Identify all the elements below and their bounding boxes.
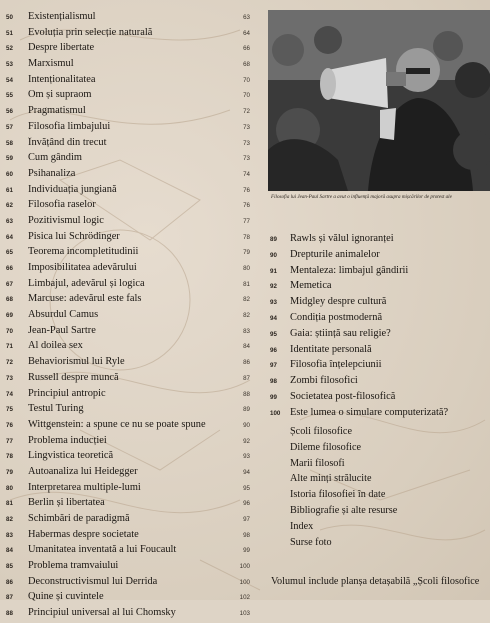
chapter-title: Berlin și libertatea [28, 497, 105, 509]
appendix-entry[interactable]: Istoria filosofiei în date [290, 489, 386, 501]
page-number: 92 [243, 437, 250, 445]
sartre-protest-photo [268, 10, 490, 191]
chapter-number: 64 [6, 233, 13, 241]
toc-entry[interactable] [270, 265, 490, 281]
page-number: 98 [243, 531, 250, 539]
page-number: 93 [243, 453, 250, 461]
toc-entry[interactable] [6, 42, 250, 58]
toc-entry[interactable] [6, 435, 250, 451]
toc-entry[interactable] [6, 544, 250, 560]
chapter-title: Limbajul, adevărul și logica [28, 277, 145, 289]
chapter-number: 92 [270, 283, 277, 291]
chapter-title: Habermas despre societate [28, 528, 139, 540]
footer-note: Volumul include planșa detașabilă „Școli filosofice [271, 576, 480, 587]
toc-entry[interactable] [6, 340, 250, 356]
appendix-entry[interactable]: Bibliografie și alte resurse [290, 504, 398, 516]
toc-entry[interactable] [6, 278, 250, 294]
toc-entry[interactable] [6, 74, 250, 90]
chapter-title: Marxismul [28, 58, 74, 70]
chapter-number: 74 [6, 390, 13, 398]
toc-entry[interactable] [270, 328, 490, 344]
toc-entry[interactable] [6, 184, 250, 200]
page-number: 73 [243, 139, 250, 147]
page-number: 68 [243, 61, 250, 69]
toc-entry[interactable] [270, 233, 490, 249]
page-number: 88 [243, 390, 250, 398]
page-number: 94 [243, 468, 250, 476]
chapter-number: 57 [6, 123, 13, 131]
chapter-number: 66 [6, 265, 13, 272]
toc-entry[interactable] [270, 375, 490, 391]
page-number: 66 [243, 45, 250, 53]
chapter-number: 56 [6, 108, 13, 116]
toc-entry[interactable] [6, 482, 250, 498]
chapter-title: Individuația jungiană [28, 183, 117, 195]
toc-entry[interactable] [270, 312, 490, 328]
appendix-entry[interactable]: Școli filosofice [290, 426, 352, 437]
chapter-title: Lingvistica teoretică [28, 450, 114, 462]
toc-entry[interactable] [6, 419, 250, 435]
toc-entry[interactable] [270, 391, 490, 407]
chapter-number: 73 [6, 374, 13, 382]
toc-entry[interactable] [270, 280, 490, 296]
chapter-title: Schimbări de paradigmă [28, 513, 130, 524]
toc-entry[interactable] [6, 513, 250, 529]
chapter-number: 100 [270, 409, 281, 417]
chapter-number: 68 [6, 296, 13, 304]
chapter-number: 94 [270, 314, 277, 322]
page-number: 73 [243, 155, 250, 163]
chapter-title: Psihanaliza [28, 167, 76, 179]
page-number: 90 [243, 421, 250, 429]
chapter-title: Filosofia raselor [28, 199, 96, 211]
chapter-number: 65 [6, 249, 13, 257]
appendix-entry[interactable]: Surse foto [290, 536, 332, 548]
toc-entry[interactable] [6, 607, 250, 623]
chapter-number: 86 [6, 578, 13, 586]
chapter-title: Rawls și vălul ignoranței [290, 233, 394, 244]
page-number: 82 [243, 312, 250, 320]
chapter-number: 81 [6, 500, 13, 508]
page-number: 100 [239, 578, 250, 586]
chapter-title: Cum gândim [28, 152, 82, 164]
appendix-entry[interactable]: Index [290, 520, 314, 532]
page-number: 77 [243, 217, 250, 225]
toc-entry[interactable] [6, 152, 250, 168]
chapter-number: 82 [6, 516, 13, 523]
toc-entry[interactable] [6, 58, 250, 74]
chapter-title: Pisica lui Schrödinger [28, 230, 120, 242]
page-number: 70 [243, 92, 250, 100]
chapter-title: Filosofia înțelepciunii [290, 359, 382, 371]
page-number: 83 [243, 327, 250, 335]
chapter-title: Al doilea sex [28, 340, 83, 352]
chapter-number: 83 [6, 531, 13, 539]
chapter-number: 72 [6, 359, 13, 367]
chapter-title: Wittgenstein: a spune ce nu se poate spune [28, 418, 206, 430]
toc-entry[interactable] [6, 246, 250, 262]
chapter-number: 96 [270, 346, 277, 354]
toc-entry[interactable] [6, 356, 250, 372]
chapter-number: 84 [6, 547, 13, 555]
chapter-number: 98 [270, 378, 277, 386]
toc-entry[interactable] [6, 529, 250, 545]
chapter-title: Gaia: știință sau religie? [290, 327, 391, 339]
toc-entry[interactable] [6, 388, 250, 404]
chapter-title: Intenționalitatea [28, 73, 96, 85]
page-number: 99 [243, 547, 250, 555]
chapter-number: 88 [6, 610, 13, 618]
page-number: 74 [243, 170, 250, 178]
chapter-number: 93 [270, 299, 277, 307]
toc-entry[interactable] [6, 450, 250, 466]
chapter-title: Midgley despre cultură [290, 296, 387, 308]
chapter-title: Filosofia limbajului [28, 120, 111, 132]
chapter-title: Existențialismul [28, 11, 96, 22]
chapter-number: 67 [6, 280, 13, 288]
toc-entry[interactable] [6, 231, 250, 247]
toc-entry[interactable] [270, 359, 490, 375]
toc-entry[interactable] [6, 105, 250, 121]
chapter-number: 58 [6, 139, 13, 147]
toc-entry[interactable] [6, 262, 250, 278]
page-number: 82 [243, 296, 250, 304]
appendix-entry[interactable]: Marii filosofi [290, 457, 345, 469]
page-number: 87 [243, 374, 250, 382]
chapter-title: Principiul universal al lui Chomsky [28, 607, 176, 619]
toc-entry[interactable] [6, 403, 250, 419]
page-number: 100 [239, 563, 250, 571]
appendix-entry[interactable]: Dileme filosofice [290, 441, 362, 453]
toc-entry[interactable] [6, 466, 250, 482]
toc-entry[interactable] [270, 249, 490, 265]
chapter-title: Quine și cuvintele [28, 591, 104, 603]
chapter-title: Condiția postmodernă [290, 311, 383, 323]
toc-entry[interactable] [6, 372, 250, 388]
chapter-number: 55 [6, 92, 13, 100]
chapter-title: Este lumea o simulare computerizată? [290, 406, 449, 418]
chapter-title: Interpretarea multiple-lumi [28, 481, 141, 493]
chapter-number: 52 [6, 45, 13, 53]
toc-entry[interactable] [6, 325, 250, 341]
chapter-number: 51 [6, 29, 13, 37]
toc-entry[interactable] [6, 11, 250, 27]
chapter-title: Imposibilitatea adevărului [28, 262, 137, 273]
chapter-number: 89 [270, 236, 277, 243]
page-number: 96 [243, 500, 250, 508]
page-number: 76 [243, 202, 250, 210]
chapter-number: 61 [6, 186, 13, 194]
toc-entry[interactable] [6, 293, 250, 309]
chapter-number: 76 [6, 421, 13, 429]
chapter-title: Behaviorismul lui Ryle [28, 356, 125, 368]
chapter-title: Umanitatea inventată a lui Foucault [28, 544, 177, 556]
chapter-title: Pragmatismul [28, 105, 86, 117]
page-number: 102 [239, 594, 250, 602]
toc-right-column [270, 233, 490, 423]
chapter-number: 62 [6, 202, 13, 210]
page-number: 76 [243, 186, 250, 194]
chapter-title: Problema inducției [28, 434, 107, 446]
chapter-number: 95 [270, 330, 277, 338]
extras-list [290, 426, 490, 552]
chapter-title: Identitate personală [290, 343, 372, 355]
chapter-number: 70 [6, 327, 13, 335]
toc-entry[interactable] [6, 309, 250, 325]
chapter-number: 80 [6, 484, 13, 492]
page-number: 89 [243, 406, 250, 414]
appendix-entry[interactable]: Alte minți strălucite [290, 473, 372, 485]
chapter-title: Marcuse: adevărul este fals [28, 293, 142, 305]
toc-entry[interactable] [6, 215, 250, 231]
page-number: 63 [243, 14, 250, 21]
toc-entry[interactable] [270, 344, 490, 360]
chapter-number: 71 [6, 343, 13, 351]
chapter-title: Deconstructivismul lui Derrida [28, 575, 158, 587]
toc-entry[interactable] [270, 296, 490, 312]
chapter-title: Pozitivismul logic [28, 214, 104, 226]
chapter-number: 63 [6, 217, 13, 225]
page-number: 80 [243, 265, 250, 272]
chapter-title: Autoanaliza lui Heidegger [28, 465, 138, 477]
toc-entry[interactable] [6, 168, 250, 184]
chapter-title: Învățând din trecut [28, 136, 107, 148]
chapter-number: 79 [6, 468, 13, 476]
toc-entry[interactable] [6, 89, 250, 105]
chapter-title: Principiul antropic [28, 387, 106, 399]
toc-entry[interactable] [6, 576, 250, 592]
chapter-number: 97 [270, 362, 277, 370]
chapter-number: 87 [6, 594, 13, 602]
page-number: 81 [243, 280, 250, 288]
chapter-number: 99 [270, 393, 277, 401]
chapter-number: 54 [6, 76, 13, 84]
chapter-number: 77 [6, 437, 13, 445]
page-number: 78 [243, 233, 250, 241]
chapter-title: Jean-Paul Sartre [28, 324, 96, 336]
chapter-title: Testul Turing [28, 403, 84, 415]
chapter-number: 69 [6, 312, 13, 320]
chapter-title: Drepturile animalelor [290, 248, 380, 260]
page-number: 73 [243, 123, 250, 131]
page-number: 86 [243, 359, 250, 367]
chapter-title: Zombi filosofici [290, 375, 358, 387]
chapter-title: Om și supraom [28, 89, 92, 101]
chapter-number: 50 [6, 14, 13, 21]
chapter-number: 91 [270, 267, 277, 275]
chapter-title: Absurdul Camus [28, 309, 99, 321]
chapter-title: Despre libertate [28, 42, 95, 54]
chapter-number: 60 [6, 170, 13, 178]
toc-left-column [6, 11, 250, 623]
photo-caption: Filosofia lui Jean-Paul Sartre a avut o influență majoră asupra mișcărilor de protest ale [271, 194, 452, 200]
page-number: 103 [239, 610, 250, 618]
toc-entry[interactable] [6, 121, 250, 137]
page-number: 72 [243, 108, 250, 116]
chapter-number: 78 [6, 453, 13, 461]
chapter-number: 59 [6, 155, 13, 163]
toc-entry[interactable] [6, 27, 250, 43]
chapter-title: Russell despre muncă [28, 371, 119, 383]
page-number: 70 [243, 76, 250, 84]
chapter-title: Teorema incompletitudinii [28, 246, 139, 258]
photo-illustration [268, 10, 490, 191]
page-number: 79 [243, 249, 250, 257]
toc-entry[interactable] [6, 199, 250, 215]
toc-entry[interactable] [6, 137, 250, 153]
chapter-title: Memetica [290, 280, 332, 292]
toc-entry[interactable] [6, 497, 250, 513]
chapter-number: 90 [270, 251, 277, 259]
page-number: 97 [243, 516, 250, 523]
chapter-number: 85 [6, 563, 13, 571]
toc-entry[interactable] [270, 407, 490, 423]
chapter-number: 75 [6, 406, 13, 414]
chapter-number: 53 [6, 61, 13, 69]
page-number: 64 [243, 29, 250, 37]
chapter-title: Mentaleza: limbajul gândirii [290, 264, 409, 276]
toc-entry[interactable] [6, 560, 250, 576]
page-number: 95 [243, 484, 250, 492]
page-number: 84 [243, 343, 250, 351]
chapter-title: Societatea post-filosofică [290, 390, 396, 402]
chapter-title: Problema tramvaiului [28, 560, 119, 572]
toc-entry[interactable] [6, 591, 250, 607]
chapter-title: Evoluția prin selecție naturală [28, 26, 153, 38]
